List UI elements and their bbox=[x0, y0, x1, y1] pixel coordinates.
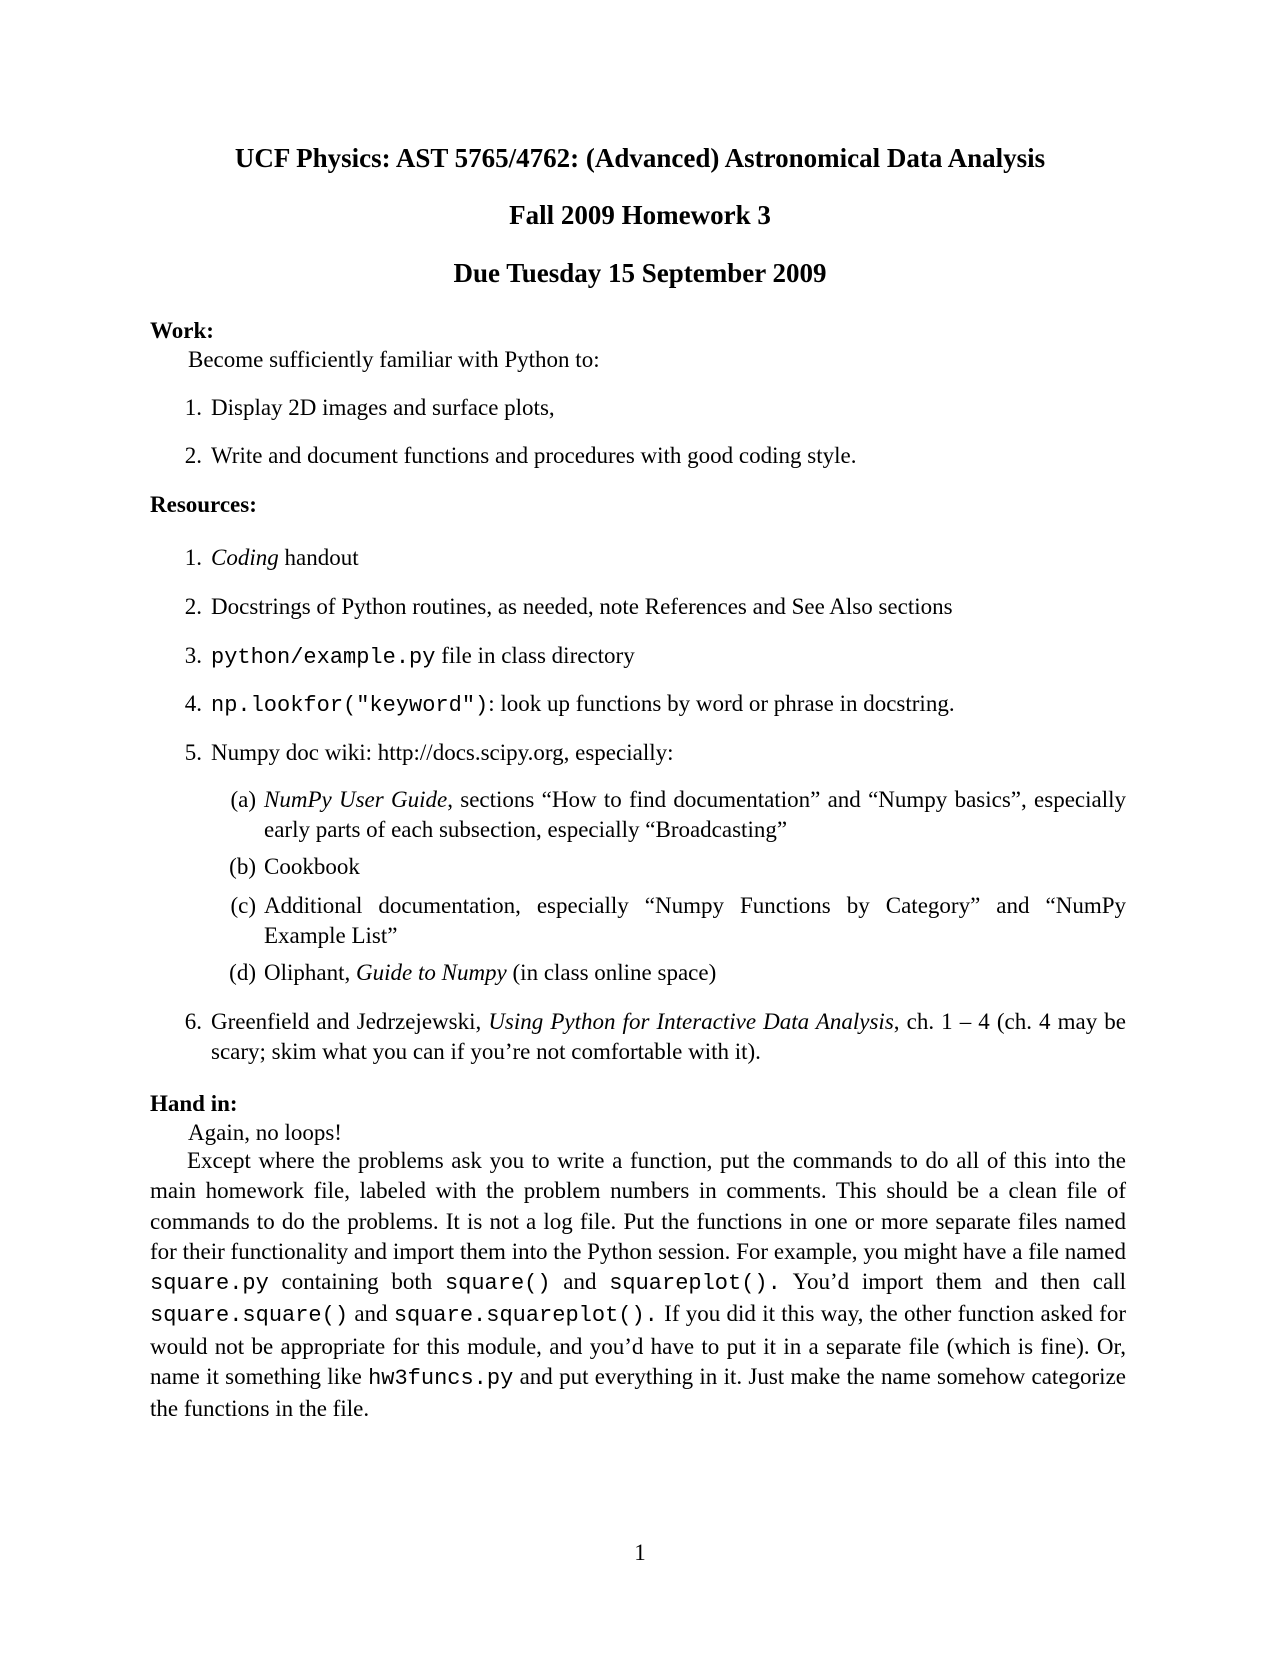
handin-heading: Hand in: bbox=[150, 1091, 238, 1116]
work-heading: Work: bbox=[150, 318, 214, 343]
resource-subitem: (d) Oliphant, Guide to Numpy (in class online space) bbox=[229, 960, 717, 985]
work-intro: Become sufficiently familiar with Python to: bbox=[188, 347, 600, 372]
resources-heading: Resources: bbox=[150, 492, 257, 517]
resource-item: 1. Coding handout bbox=[184, 545, 359, 570]
resource-subitem: (c) Additional documentation, especially “Numpy Functions by Category” and “NumPy Example List” bbox=[230, 893, 1126, 948]
page-number: 1 bbox=[634, 1540, 646, 1565]
resource-item: 5. Numpy doc wiki: http://docs.scipy.org, especially: bbox=[184, 740, 674, 765]
resource-item: 2. Docstrings of Python routines, as needed, note References and See Also sections bbox=[184, 594, 953, 619]
resource-item: 3. python/example.py file in class directory bbox=[184, 643, 635, 670]
handin-note: Again, no loops! bbox=[188, 1120, 342, 1145]
homework-title: Fall 2009 Homework 3 bbox=[509, 200, 771, 230]
handin-instructions: Except where the problems ask you to write a function, put the commands to do all of this into the main homework file, labeled with the problem numbers in comments. This should be a clean file of commands to do the problems. It is not a log file. Put the functions in one or more separate files named for their functionality and import them into the Python session. For example, you might have a file named square.py containing both square() and squareplot(). You’d import them and then call square.square() and square.squareplot(). If you did it this way, the other function asked for would not be appropriate for this module, and you’d have to put it in a separate file (which is fine). Or, name it something like hw3funcs.py and put everything in it. Just make the name somehow categorize the functions in the file. bbox=[150, 1148, 1126, 1422]
resource-item: 6. Greenfield and Jedrzejewski, Using Python for Interactive Data Analysis, ch. 1 – 4 (ch. 4 may be scary; skim what you can if you’re not comfortable with it). bbox=[184, 1009, 1127, 1064]
course-title: UCF Physics: AST 5765/4762: (Advanced) Astronomical Data Analysis bbox=[234, 143, 1046, 173]
work-item: 2. Write and document functions and procedures with good coding style. bbox=[184, 443, 857, 468]
resource-subitem: (a) NumPy User Guide, sections “How to find documentation” and “Numpy basics”, especially early parts of each subsection, especially “Broadcasting” bbox=[230, 787, 1127, 842]
resource-item: 4. np.lookfor("keyword"): look up functions by word or phrase in docstring. bbox=[184, 691, 955, 718]
work-item: 1. Display 2D images and surface plots, bbox=[184, 395, 555, 420]
resource-subitem: (b) Cookbook bbox=[229, 854, 360, 879]
due-date: Due Tuesday 15 September 2009 bbox=[453, 258, 827, 288]
